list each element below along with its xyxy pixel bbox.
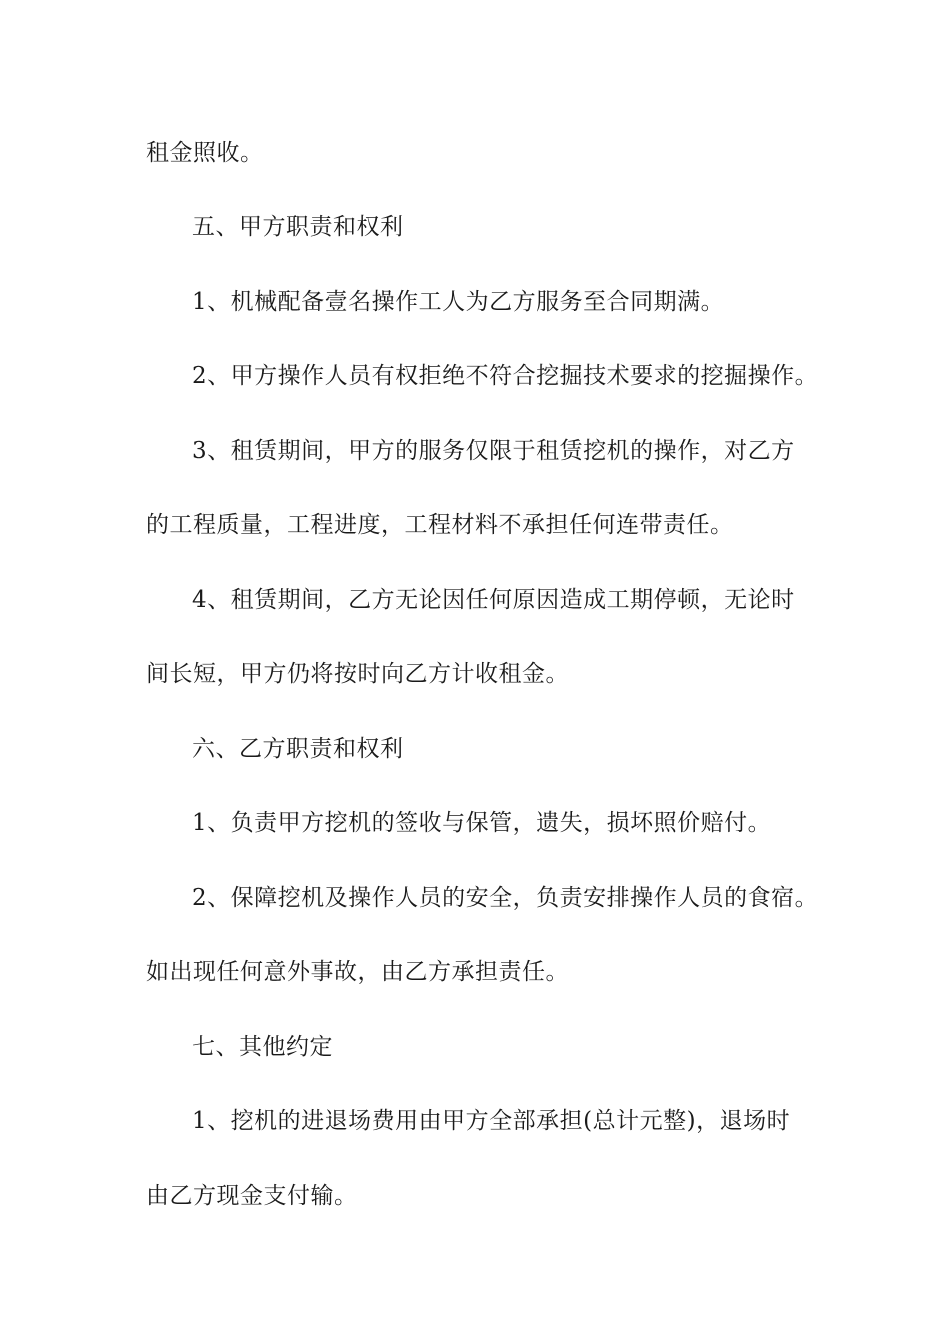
section-heading-party-a: 五、甲方职责和权利	[192, 214, 404, 240]
clause-a3-continued: 的工程质量，工程进度，工程材料不承担任何连带责任。	[146, 512, 734, 538]
clause-b2: 2、保障挖机及操作人员的安全，负责安排操作人员的食宿。	[192, 885, 819, 911]
clause-a4: 4、租赁期间，乙方无论因任何原因造成工期停顿，无论时	[192, 587, 795, 613]
clause-a4-continued: 间长短，甲方仍将按时向乙方计收租金。	[146, 661, 569, 687]
clause-c1: 1、挖机的进退场费用由甲方全部承担(总计元整)，退场时	[192, 1108, 791, 1134]
section-heading-other: 七、其他约定	[192, 1034, 333, 1060]
clause-a1: 1、机械配备壹名操作工人为乙方服务至合同期满。	[192, 289, 725, 315]
clause-b1: 1、负责甲方挖机的签收与保管，遗失，损坏照价赔付。	[192, 810, 772, 836]
clause-c1-continued: 由乙方现金支付输。	[146, 1183, 358, 1209]
text-line-continuation: 租金照收。	[146, 140, 264, 166]
clause-b2-continued: 如出现任何意外事故，由乙方承担责任。	[146, 959, 569, 985]
clause-a2: 2、甲方操作人员有权拒绝不符合挖掘技术要求的挖掘操作。	[192, 363, 819, 389]
clause-a3: 3、租赁期间，甲方的服务仅限于租赁挖机的操作，对乙方	[192, 438, 795, 464]
section-heading-party-b: 六、乙方职责和权利	[192, 736, 404, 762]
